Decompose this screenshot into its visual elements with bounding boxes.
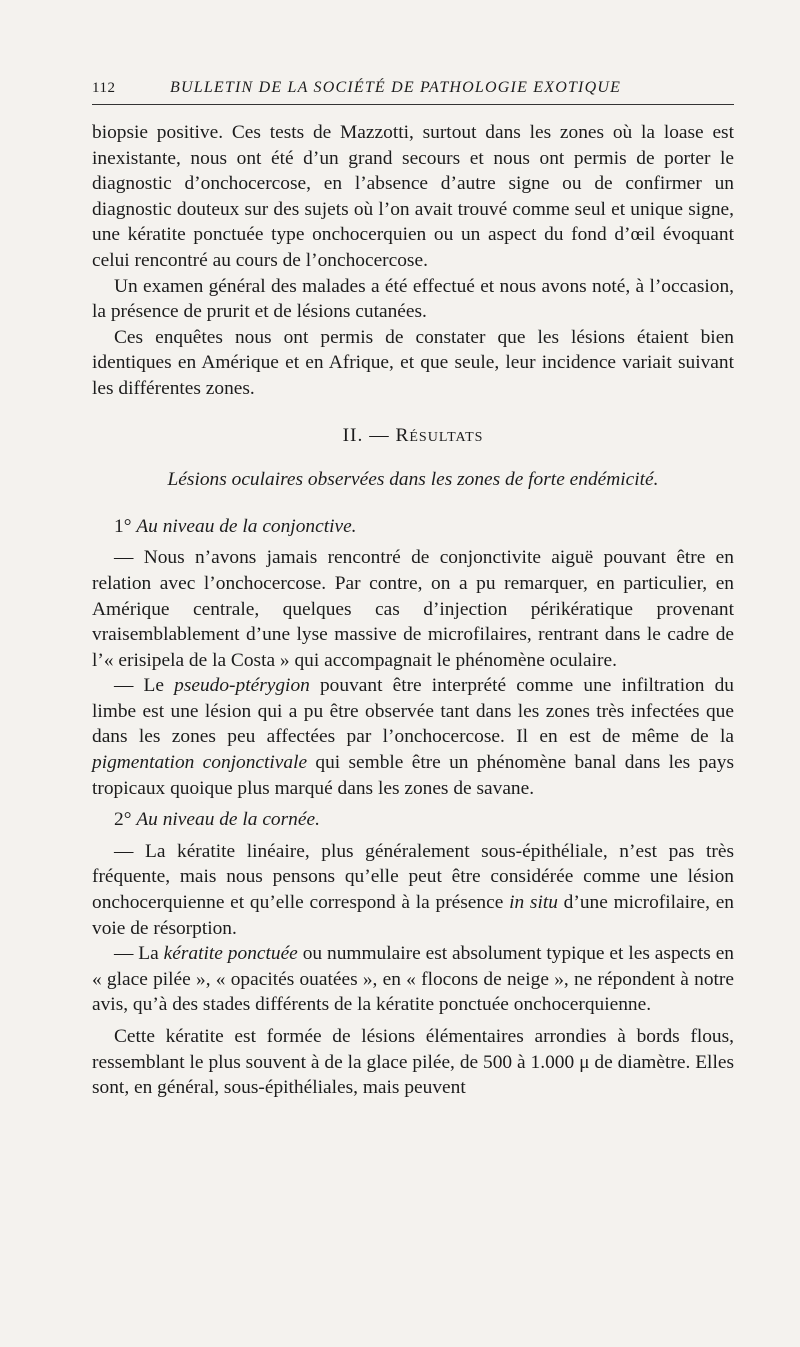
subheading-text: Au niveau de la cornée. (136, 809, 320, 831)
text-run: — La kératite linéaire, plus généralement sous-épithéliale, n’est pas très fréquente, mais nous pensons qu’elle peut être considérée comme une lésion onchocerquienne et qu’elle correspond à la présence (92, 840, 734, 914)
paragraph: Ces enquêtes nous ont permis de constater que les lésions étaient bien identiques en Amérique et en Afrique, et que seule, leur incidence variait suivant les différentes zones. (92, 326, 734, 399)
paragraph: Cette kératite est formée de lésions élémentaires arrondies à bords flous, ressemblant le plus souvent à de la glace pilée, de 500 à 1.000 μ de diamètre. Elles sont, en général, sous-épithéliales, mais peuvent (92, 1026, 734, 1099)
section-heading (92, 423, 734, 449)
page-number: 112 (92, 80, 116, 96)
italic-term: pigmentation conjonctivale (92, 752, 308, 774)
running-title: BULLETIN DE LA SOCIÉTÉ DE PATHOLOGIE EXOTIQUE (170, 79, 622, 96)
paragraph: Un examen général des malades a été effectué et nous avons noté, à l’occasion, la présence de prurit et de lésions cutanées. (92, 275, 734, 323)
subheading (92, 807, 734, 833)
italic-term: pseudo-ptérygion (174, 675, 310, 697)
text-run: pouvant être interprété comme une infiltration du limbe est une lésion qui a pu être observée tant dans les zones très infectées que dans les zones peu affectées par l’onchocercose. Il en est de même de la (92, 675, 735, 748)
paragraph (92, 839, 734, 941)
paragraph: biopsie positive. Ces tests de Mazzotti, surtout dans les zones où la loase est inexistante, nous ont été d’un grand secours et nous ont permis de porter le diagnostic d’onchocercose, en l’absence d’autre signe ou de confirmer un diagnostic douteux sur des sujets où l’on avait trouvé comme seul et unique signe, une kératite ponctuée type onchocerquien ou un aspect du fond d’œil évoquant celui rencontré au cours de l’onchocercose. (92, 122, 734, 271)
subheading-number: 2° (114, 809, 137, 831)
body-text (92, 120, 734, 1101)
paragraph: — Nous n’avons jamais rencontré de conjonctivite aiguë pouvant être en relation avec l’onchocercose. Par contre, on a pu remarquer, en particulier, en Amérique centrale, quelques cas d’injection périkératique provenant vraisemblablement d’une lyse massive de microfilaires, rentrant dans le cadre de l’« erisipela de la Costa » qui accompagnait le phénomène oculaire. (92, 547, 734, 671)
section-title: Résultats (395, 424, 484, 446)
paragraph (92, 673, 734, 801)
subheading-number: 1° (114, 515, 137, 537)
text-run: — La (114, 943, 164, 965)
paragraph (92, 941, 734, 1018)
text-run: d’une microfilaire, en voie de résorption. (92, 892, 734, 939)
italic-term: kératite ponctuée (163, 943, 298, 965)
text-run: qui semble être un phénomène banal dans les pays tropicaux quoique plus marqué dans les zones de savane. (92, 752, 734, 799)
italic-term: in situ (509, 892, 558, 914)
page-header (92, 80, 734, 105)
subheading-text: Au niveau de la conjonctive. (136, 515, 357, 537)
subheading (92, 514, 734, 540)
text-run: ou nummulaire est absolument typique et les aspects en « glace pilée », « opacités ouatées », en « flocons de neige », ne répondent à notre avis, qu’à des stades différents de la kératite ponctuée onchocerquienne. (92, 943, 734, 1016)
text-run: — Le (114, 675, 175, 697)
section-subtitle: Lésions oculaires observées dans les zones de forte endémicité. (167, 469, 659, 491)
section-number: II. — (342, 424, 396, 446)
